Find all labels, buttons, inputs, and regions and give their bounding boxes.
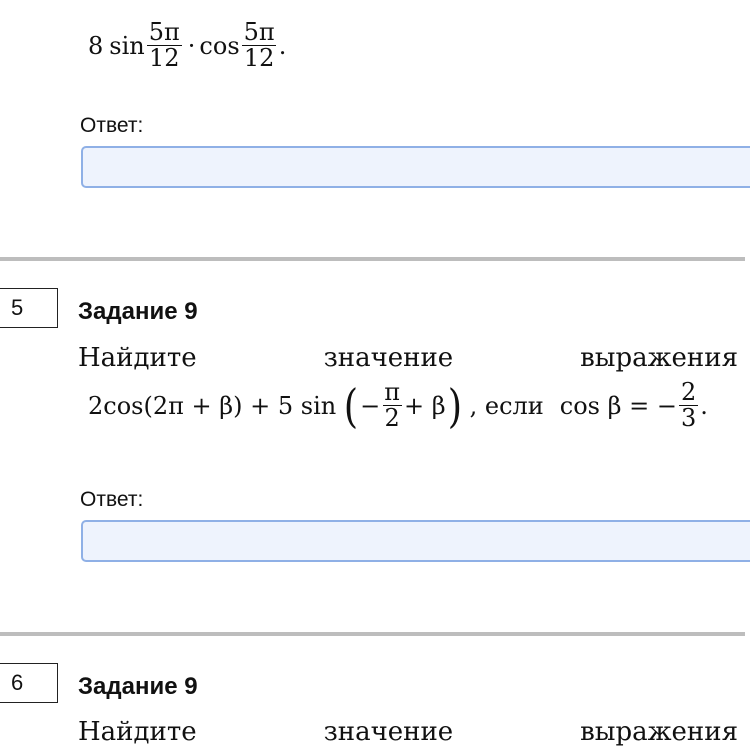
fraction: $\frac{5\pi}{12}$ <box>148 18 180 73</box>
answer-input[interactable] <box>81 520 750 562</box>
answer-input[interactable] <box>81 146 750 188</box>
fraction: $\frac{2}{3}$ <box>680 378 697 433</box>
fraction: $\frac{\pi}{2}$ <box>384 378 401 433</box>
right-paren: ) <box>447 378 462 433</box>
expr-cos: cos <box>199 31 240 60</box>
expr-sin: sin <box>109 31 145 60</box>
task-title: Задание 9 <box>78 673 198 700</box>
task-number-badge: 6 <box>0 663 58 703</box>
task-number-badge: 5 <box>0 288 58 328</box>
answer-label: Ответ: <box>80 114 144 137</box>
divider <box>0 257 745 261</box>
fraction: $\frac{5\pi}{12}$ <box>243 18 275 73</box>
divider <box>0 632 745 636</box>
expr-coef: 8 <box>88 31 104 60</box>
task-text: Найдите значение выражения <box>78 717 738 747</box>
answer-label: Ответ: <box>80 488 144 511</box>
task-text: Найдите значение выражения <box>78 343 738 373</box>
task-title: Задание 9 <box>78 298 198 325</box>
dot-operator: · <box>187 31 196 60</box>
expression-task-4: 8 sin $\frac{5\pi}{12}$ · cos $\frac{5\pi}{12}$ . <box>88 18 287 73</box>
expression-task-5: 2cos(2π + β) + 5 sin ( − $\frac{\pi}{2}$ + β ) , если cos β = − $\frac{2}{3}$ . <box>88 378 708 433</box>
left-paren: ( <box>343 378 359 433</box>
